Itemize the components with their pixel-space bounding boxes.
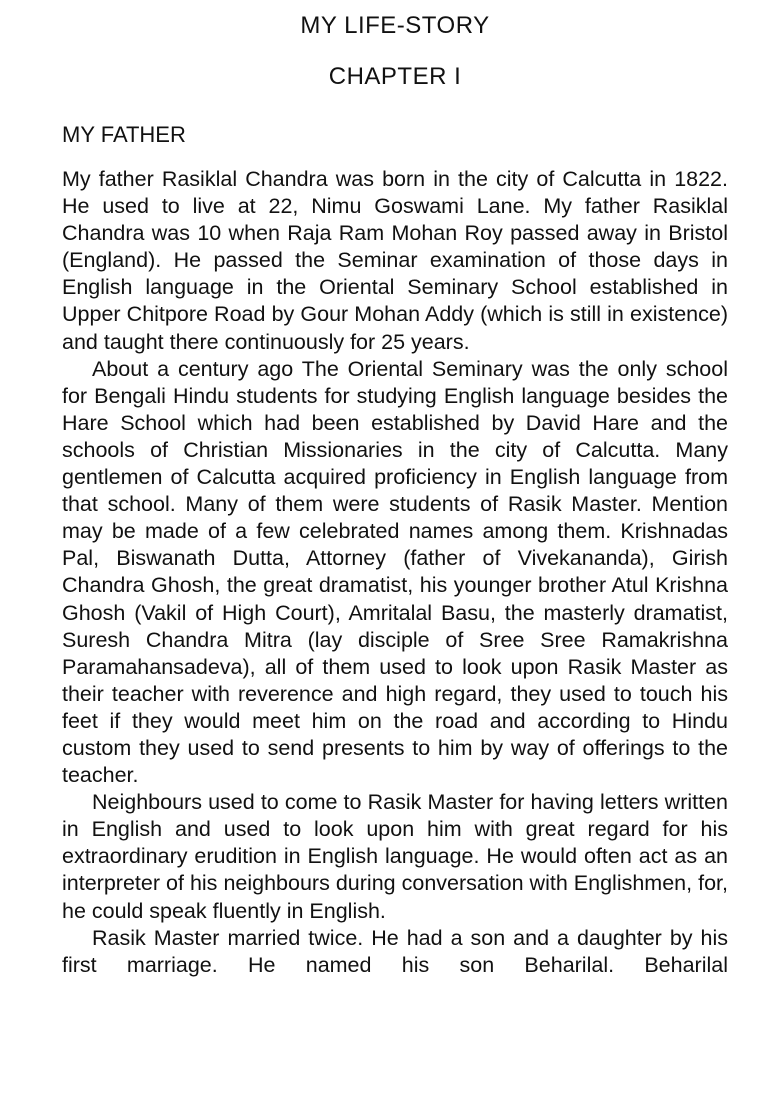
paragraph-2: About a century ago The Oriental Seminary was the only school for Bengali Hindu students for studying English language besides the Hare School which had been established by David Hare and the schools of Christian Missionaries in the city of Calcutta. Many gentlemen of Calcutta acquired proficiency in English language from that school. Many of them were students of Rasik Master. Mention may be made of a few celebrated names among them. Krishnadas Pal, Biswanath Dutta, Attorney (father of Vivekananda), Girish Chandra Ghosh, the great dramatist, his younger brother Atul Krishna Ghosh (Vakil of High Court), Amritalal Basu, the masterly dramatist, Suresh Chandra Mitra (lay disciple of Sree Sree Ramakrishna Paramahansadeva), all of them used to look upon Rasik Master as their teacher with reverence and high regard, they used to touch his feet if they would meet him on the road and according to Hindu custom they used to send presents to him by way of offerings to the teacher. bbox=[62, 356, 728, 788]
paragraph-3: Neighbours used to come to Rasik Master for having letters written in English and used to look upon him with great regard for his extraordinary erudition in English language. He would often act as an interpreter of his neighbours during conversation with Englishmen, for, he could speak fluently in English. bbox=[62, 790, 728, 923]
section-title: MY FATHER bbox=[62, 122, 186, 147]
paragraph-4: Rasik Master married twice. He had a son and a daughter by his first marriage. He named his son Beharilal. Beharilal bbox=[62, 925, 728, 977]
book-title: MY LIFE-STORY bbox=[300, 12, 490, 39]
body-text bbox=[62, 166, 728, 979]
paragraph-1: My father Rasiklal Chandra was born in the city of Calcutta in 1822. He used to live at 22, Nimu Goswami Lane. My father Rasiklal Chandra was 10 when Raja Ram Mohan Roy passed away in Bristol (England). He passed the Seminar examination of those days in English language in the Oriental Seminary School established in Upper Chitpore Road by Gour Mohan Addy (which is still in existence) and taught there continuously for 25 years. bbox=[62, 167, 728, 354]
chapter-title: CHAPTER I bbox=[328, 63, 462, 90]
